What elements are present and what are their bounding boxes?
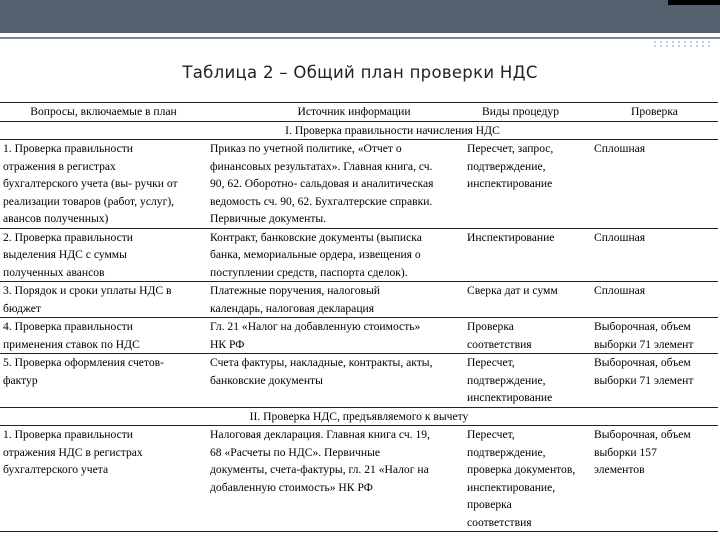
cell-line: Гл. 21 «Налог на добавленную стоимость» xyxy=(210,320,421,333)
cell-line: Выборочная, объем xyxy=(594,320,691,333)
cell-line: 3. Порядок и сроки уплаты НДС в xyxy=(3,284,172,297)
cell-line: финансовых результатах». Главная книга, сч. xyxy=(210,159,433,173)
cell-line: инспектирование, xyxy=(467,480,556,494)
cell-line: ведомость сч. 90, 62. Бухгалтерские справки. xyxy=(210,194,433,208)
decor-dot xyxy=(690,41,692,43)
cell-line: Сплошная xyxy=(594,284,646,297)
cell-procedures xyxy=(464,228,591,282)
cell-line: Сплошная xyxy=(594,142,646,155)
cell-line: применения ставок по НДС xyxy=(3,337,140,351)
cell-line: бухгалтерского учета xyxy=(3,463,109,476)
cell-line: банковские документы xyxy=(210,373,323,387)
section-1-title: I. Проверка правильности начисления НДС xyxy=(0,121,718,140)
cell-line: Пересчет, запрос, xyxy=(467,142,554,155)
cell-check xyxy=(591,318,718,354)
decor-dot xyxy=(672,45,674,47)
cell-line: элементов xyxy=(594,463,645,476)
cell-line: Приказ по учетной политике, «Отчет о xyxy=(210,142,402,155)
decor-dot xyxy=(660,45,662,47)
cell-line: 1. Проверка правильности xyxy=(3,142,134,155)
cell-source xyxy=(207,282,464,318)
cell-line: поступлении средств, паспорта сделок). xyxy=(210,265,408,279)
cell-line: подтверждение, xyxy=(467,373,546,387)
slide-title: Таблица 2 – Общий план проверки НДС xyxy=(182,63,538,82)
cell-line: НК РФ xyxy=(210,337,245,351)
cell-line: проверка документов, xyxy=(467,463,576,476)
cell-line: Выборочная, объем xyxy=(594,428,691,441)
decor-dot xyxy=(696,41,698,43)
decor-dot xyxy=(708,41,710,43)
cell-question xyxy=(0,282,207,318)
cell-question xyxy=(0,140,207,229)
cell-line: подтверждение, xyxy=(467,159,546,173)
cell-procedures xyxy=(464,354,591,408)
cell-question xyxy=(0,354,207,408)
section-row xyxy=(0,407,718,426)
decor-dot xyxy=(690,45,692,47)
cell-line: подтверждение, xyxy=(467,445,546,459)
cell-line: Налоговая декларация. Главная книга сч. 19, xyxy=(210,428,430,441)
header-source: Источник информации xyxy=(207,103,464,122)
table-row xyxy=(0,354,718,408)
decor-dot xyxy=(660,41,662,43)
header-procedures: Виды процедур xyxy=(464,103,591,122)
cell-check xyxy=(591,426,718,532)
cell-check xyxy=(591,140,718,229)
cell-line: Пересчет, xyxy=(467,356,515,369)
decor-dot xyxy=(708,45,710,47)
decor-dot xyxy=(654,45,656,47)
table-row xyxy=(0,318,718,354)
cell-line: документы, счета-фактуры, гл. 21 «Налог на xyxy=(210,463,429,476)
cell-line: авансов полученных) xyxy=(3,212,109,225)
header-accent xyxy=(668,0,720,5)
cell-line: соответствия xyxy=(467,337,532,351)
cell-line: Сплошная xyxy=(594,230,646,244)
cell-question xyxy=(0,228,207,282)
cell-line: инспектирование xyxy=(467,177,553,190)
cell-question xyxy=(0,318,207,354)
corner-dot-pattern xyxy=(654,41,712,47)
cell-line: полученных авансов xyxy=(3,265,105,279)
table-row xyxy=(0,426,718,532)
cell-line: Счета фактуры, накладные, контракты, акты, xyxy=(210,356,433,369)
decor-dot xyxy=(684,45,686,47)
decor-dot xyxy=(654,41,656,43)
decor-dot xyxy=(666,45,668,47)
header-questions: Вопросы, включаемые в план xyxy=(0,103,207,122)
cell-line: проверка xyxy=(467,498,512,511)
cell-procedures xyxy=(464,426,591,532)
decor-dot xyxy=(702,41,704,43)
cell-line: 4. Проверка правильности xyxy=(3,320,134,333)
cell-procedures xyxy=(464,140,591,229)
cell-line: бюджет xyxy=(3,301,41,315)
decor-dot xyxy=(666,41,668,43)
cell-line: Первичные документы. xyxy=(210,212,327,225)
cell-source xyxy=(207,426,464,532)
cell-line: Инспектирование xyxy=(467,230,555,244)
audit-plan-table xyxy=(0,102,718,532)
cell-source xyxy=(207,318,464,354)
cell-line: фактур xyxy=(3,373,38,387)
cell-line: 68 «Расчеты по НДС». Первичные xyxy=(210,445,381,459)
cell-line: инспектирование xyxy=(467,391,553,404)
cell-line: отражения НДС в регистрах xyxy=(3,445,143,459)
header-bar xyxy=(0,0,720,33)
cell-line: Выборочная, объем xyxy=(594,356,691,369)
decor-dot xyxy=(684,41,686,43)
decor-dot xyxy=(702,45,704,47)
decor-dot xyxy=(678,41,680,43)
cell-line: 2. Проверка правильности xyxy=(3,230,134,244)
cell-line: выделения НДС с суммы xyxy=(3,248,127,261)
cell-line: выборки 71 элемент xyxy=(594,373,694,387)
section-row xyxy=(0,121,718,140)
cell-line: бухгалтерского учета (вы- ручки от xyxy=(3,177,178,190)
cell-line: соответствия xyxy=(467,515,532,529)
cell-check xyxy=(591,282,718,318)
cell-line: выборки 157 xyxy=(594,445,657,459)
cell-source xyxy=(207,354,464,408)
cell-source xyxy=(207,228,464,282)
table-header-row xyxy=(0,103,718,122)
cell-line: 1. Проверка правильности xyxy=(3,428,134,441)
cell-line: добавленную стоимость» НК РФ xyxy=(210,480,373,494)
cell-line: 90, 62. Оборотно- сальдовая и аналитическая xyxy=(210,177,434,190)
cell-line: Пересчет, xyxy=(467,428,515,441)
cell-line: Платежные поручения, налоговый xyxy=(210,284,380,297)
table-row xyxy=(0,140,718,229)
decor-dot xyxy=(678,45,680,47)
section-2-title: II. Проверка НДС, предъявляемого к вычету xyxy=(0,407,718,426)
cell-check xyxy=(591,354,718,408)
decor-dot xyxy=(696,45,698,47)
table-row xyxy=(0,228,718,282)
cell-line: 5. Проверка оформления счетов- xyxy=(3,356,164,369)
decor-dot xyxy=(672,41,674,43)
cell-line: банка, мемориальные ордера, извещения о xyxy=(210,248,421,261)
header-check: Проверка xyxy=(591,103,718,122)
cell-line: Проверка xyxy=(467,320,514,333)
cell-line: реализации товаров (работ, услуг), xyxy=(3,194,175,208)
cell-source xyxy=(207,140,464,229)
cell-procedures xyxy=(464,318,591,354)
table-row xyxy=(0,282,718,318)
cell-line: выборки 71 элемент xyxy=(594,337,694,351)
cell-procedures xyxy=(464,282,591,318)
cell-line: Контракт, банковские документы (выписка xyxy=(210,230,422,244)
cell-line: календарь, налоговая декларация xyxy=(210,301,375,315)
cell-line: Сверка дат и сумм xyxy=(467,284,558,297)
cell-question xyxy=(0,426,207,532)
header-rule xyxy=(0,37,720,39)
cell-line: отражения в регистрах xyxy=(3,159,116,173)
cell-check xyxy=(591,228,718,282)
